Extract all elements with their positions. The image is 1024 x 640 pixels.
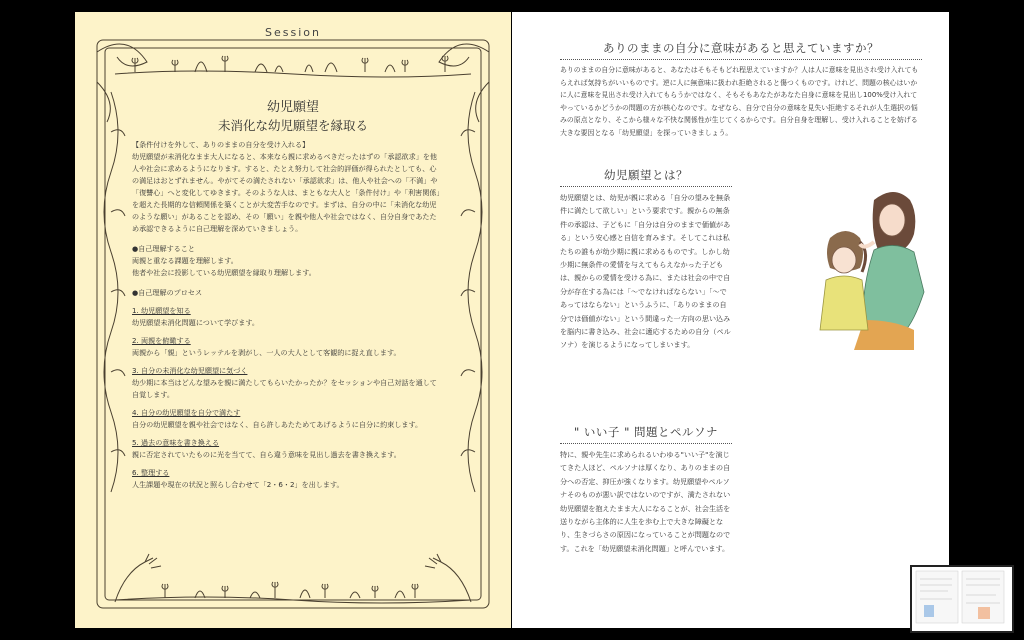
section-what-is xyxy=(560,167,732,352)
step-heading: 2. 両親を俯瞰する xyxy=(132,336,191,345)
mother-daughter-illustration xyxy=(804,180,934,350)
right-page xyxy=(512,12,949,628)
section-heading: " いい子 " 問題とペルソナ xyxy=(573,425,719,439)
step-heading: 3. 自分の未消化な幼児願望に気づく xyxy=(132,366,248,375)
section-heading: 幼児願望とは？ xyxy=(604,168,688,182)
section-heading: ●自己理解すること xyxy=(132,244,195,253)
page-thumbnail-navigator[interactable] xyxy=(910,565,1014,633)
left-body xyxy=(132,139,441,491)
page-subtitle: 未消化な幼児願望を縁取る xyxy=(217,118,368,133)
step-text: 幼児願望未消化問題について学びます。 xyxy=(132,318,259,327)
step-text: 幼少期に本当はどんな望みを親に満たしてもらいたかったか？をセッションや自己対話を通して自覚します。 xyxy=(132,378,437,399)
list-item: 両親と重なる課題を理解します。 xyxy=(132,256,238,265)
section-meaning xyxy=(560,40,922,139)
list-item: 他者や社会に投影している幼児願望を縁取り理解します。 xyxy=(132,268,316,277)
step-heading: 1. 幼児願望を知る xyxy=(132,306,191,315)
step-heading: 6. 整理する xyxy=(132,468,170,477)
page-title: 幼児願望 xyxy=(266,100,319,115)
step-heading: 5. 過去の意味を書き換える xyxy=(132,438,220,447)
thumbnail-preview xyxy=(912,567,1008,627)
intro-heading: 【条件付けを外して、ありのままの自分を受け入れる】 xyxy=(132,140,310,149)
section-heading: ありのままの自分に意味があると思えていますか？ xyxy=(603,41,879,55)
section-body: 幼児願望とは、幼児が親に求める「自分の望みを無条件に満たして欲しい」という要求です。親からの無条件の承認は、子どもに「自分は自分のままで価値がある」という安心感と自信を育みます。そしてこれは私たちの誰もが幼少期に親に求めるものです。しかし幼少期に無条件の愛情を与えてもらえなかった子どもは、親からの愛情を受ける為に、または社会の中で自分が存在する為には「〜でなければならない」「〜であってはならない」というふうに、「ありのままの自分では価値がない」という間違った一方向の思い込みを脳内に書き込み、社会に適応するための自分（ペルソナ）を演じるようになってしまいます。 xyxy=(560,193,731,350)
section-good-child xyxy=(560,424,732,555)
dotted-divider xyxy=(560,186,732,187)
section-heading: ●自己理解のプロセス xyxy=(132,288,203,297)
dotted-divider xyxy=(560,59,922,60)
session-label: Session xyxy=(265,26,321,39)
dotted-divider xyxy=(560,443,732,444)
step-text: 親に否定されていたものに光を当てて、自ら違う意味を見出し過去を書き換えます。 xyxy=(132,450,401,459)
step-text: 両親から「親」というレッテルを剥がし、一人の大人として客観的に捉え直します。 xyxy=(132,348,401,357)
section-body: ありのままの自分に意味があると、あなたはそもそもどれ程思えていますか？人は人に意味を見出され受け入れてもらえれば気持ちがいいものです。逆に人に無意味に扱われ拒絶されると傷つくものです。けれど、問題の核心はいかに人に意味を見出され受け入れてもらうかではなく、そもそもあなたがあなた自身に意味を見出し100%受け入れてやっているかどうかの問題の方が核心なのです。なぜなら、自分で自分の意味を見失い拒絶するそれが人生選択の悩みの原点となり、そこから様々な不快な関係性が生じてくるからです。自分自身を理解し、受け入れることを妨げる大きな要因となる「幼児願望」を探っていきましょう。 xyxy=(560,66,919,137)
left-page xyxy=(75,12,511,628)
step-heading: 4. 自分の幼児願望を自分で満たす xyxy=(132,408,241,417)
intro-paragraph: 幼児願望が未消化なまま大人になると、本来なら親に求めるべきだったはずの「承認欲求」を他人や社会に求めるようになります。すると、たとえ努力して社会的評価が得られたとしても、心の満足はおとずれません。やがてその満たされない「承認欲求」は、他人や社会への「不満」や「復讐心」へと変化してゆきます。そのような人は、まともな大人と「条件付け」や「利害関係」を超えた長期的な信頼関係を築くことが大変苦手なのです。まずは、自分の中に「未消化な幼児のような願い」があることを認め、その「願い」を親や他人や社会ではなく、自分自身であたため承認できるように自己理解を深めていきましょう。 xyxy=(132,152,441,233)
section-body: 特に、親や先生に求められるいわゆる"いい子"を演じてきた人ほど、ペルソナは厚くなり、ありのままの自分への否定、抑圧が強くなります。幼児願望やペルソナそのものが悪い訳ではないのですが、満たされない幼児願望を抱えたまま大人になることが、社会生活を送りながら主体的に人生を歩む上で大きな障礙となり、生きづらさの原因になっていることが問題なのです。これを「幼児願望未消化問題」と呼んでいます。 xyxy=(560,450,731,553)
step-text: 自分の幼児願望を親や社会ではなく、自ら許しあたためてあげるように自分に約束します。 xyxy=(132,420,423,429)
step-text: 人生課題や現在の状況と照らし合わせて「2・6・2」を出します。 xyxy=(132,480,344,489)
